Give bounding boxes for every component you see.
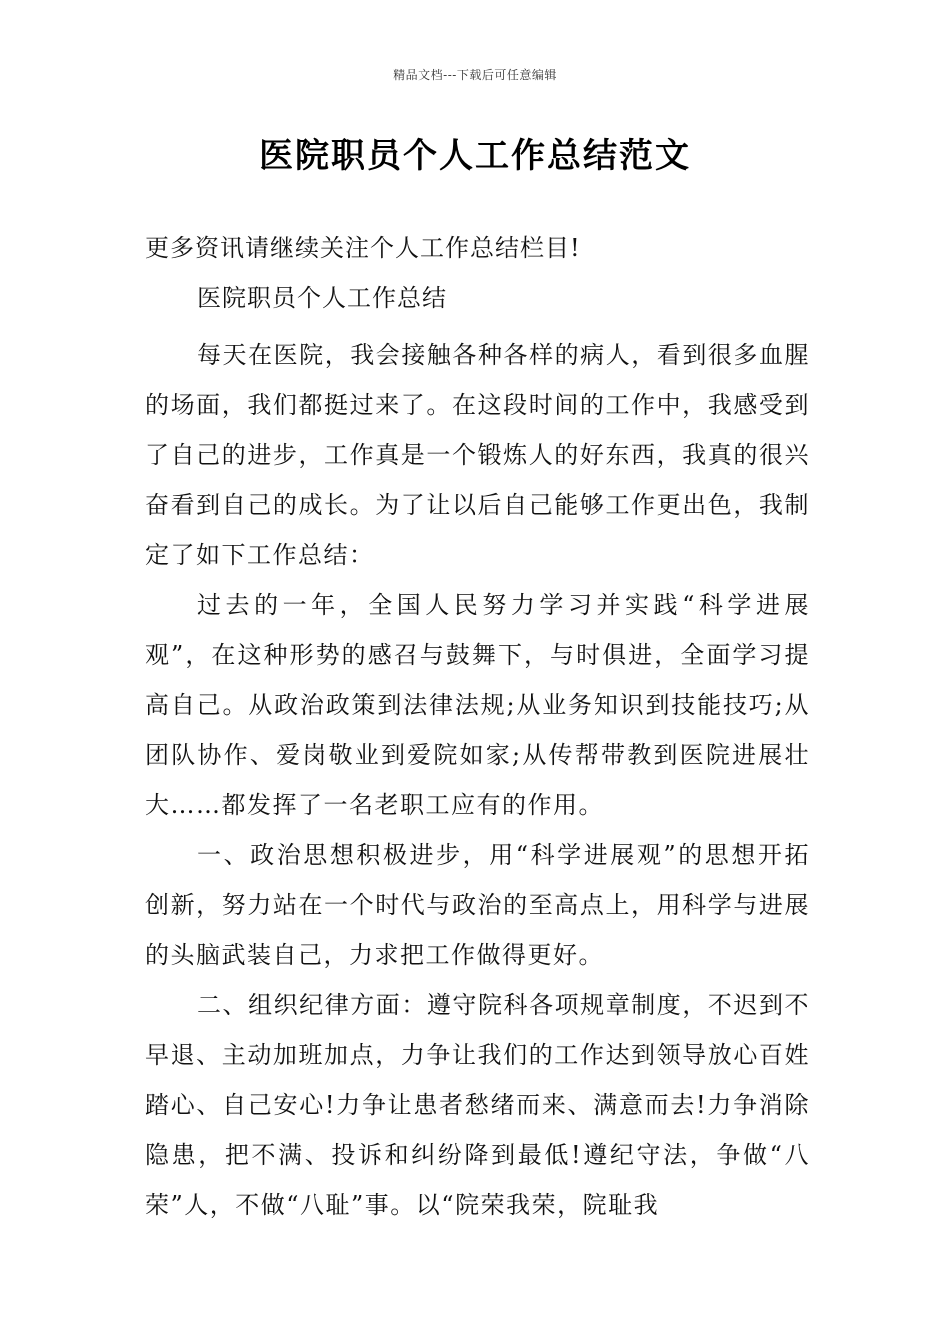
paragraph: 每天在医院，我会接触各种各样的病人，看到很多血腥的场面，我们都挺过来了。在这段时间的工作中，我感受到了自己的进步，工作真是一个锻炼人的好东西，我真的很兴奋看到自己的成长。为了让以后自己能够工作更出色，我制定了如下工作总结：	[145, 341, 810, 569]
section-subtitle: 医院职员个人工作总结	[197, 284, 447, 312]
paragraph: 一、政治思想积极进步，用“科学进展观”的思想开拓创新，努力站在一个时代与政治的至高点上，用科学与进展的头脑武装自己，力求把工作做得更好。	[145, 841, 810, 969]
intro-line: 更多资讯请继续关注个人工作总结栏目!	[145, 234, 581, 262]
paragraph: 二、组织纪律方面：遵守院科各项规章制度，不迟到不早退、主动加班加点，力争让我们的工作达到领导放心百姓踏心、自己安心!力争让患者愁绪而来、满意而去!力争消除隐患，把不满、投诉和纠纷降到最低!遵纪守法，争做“八荣”人，不做“八耻”事。以“院荣我荣，院耻我	[145, 991, 810, 1219]
document-title: 医院职员个人工作总结范文	[259, 136, 691, 176]
header-note: 精品文档---下载后可任意编辑	[393, 68, 557, 82]
paragraph: 过去的一年，全国人民努力学习并实践“科学进展观”，在这种形势的感召与鼓舞下，与时俱进，全面学习提高自己。从政治政策到法律法规;从业务知识到技能技巧;从团队协作、爱岗敬业到爱院如家;从传帮带教到医院进展壮大……都发挥了一名老职工应有的作用。	[145, 591, 810, 819]
document-body	[145, 230, 810, 1230]
